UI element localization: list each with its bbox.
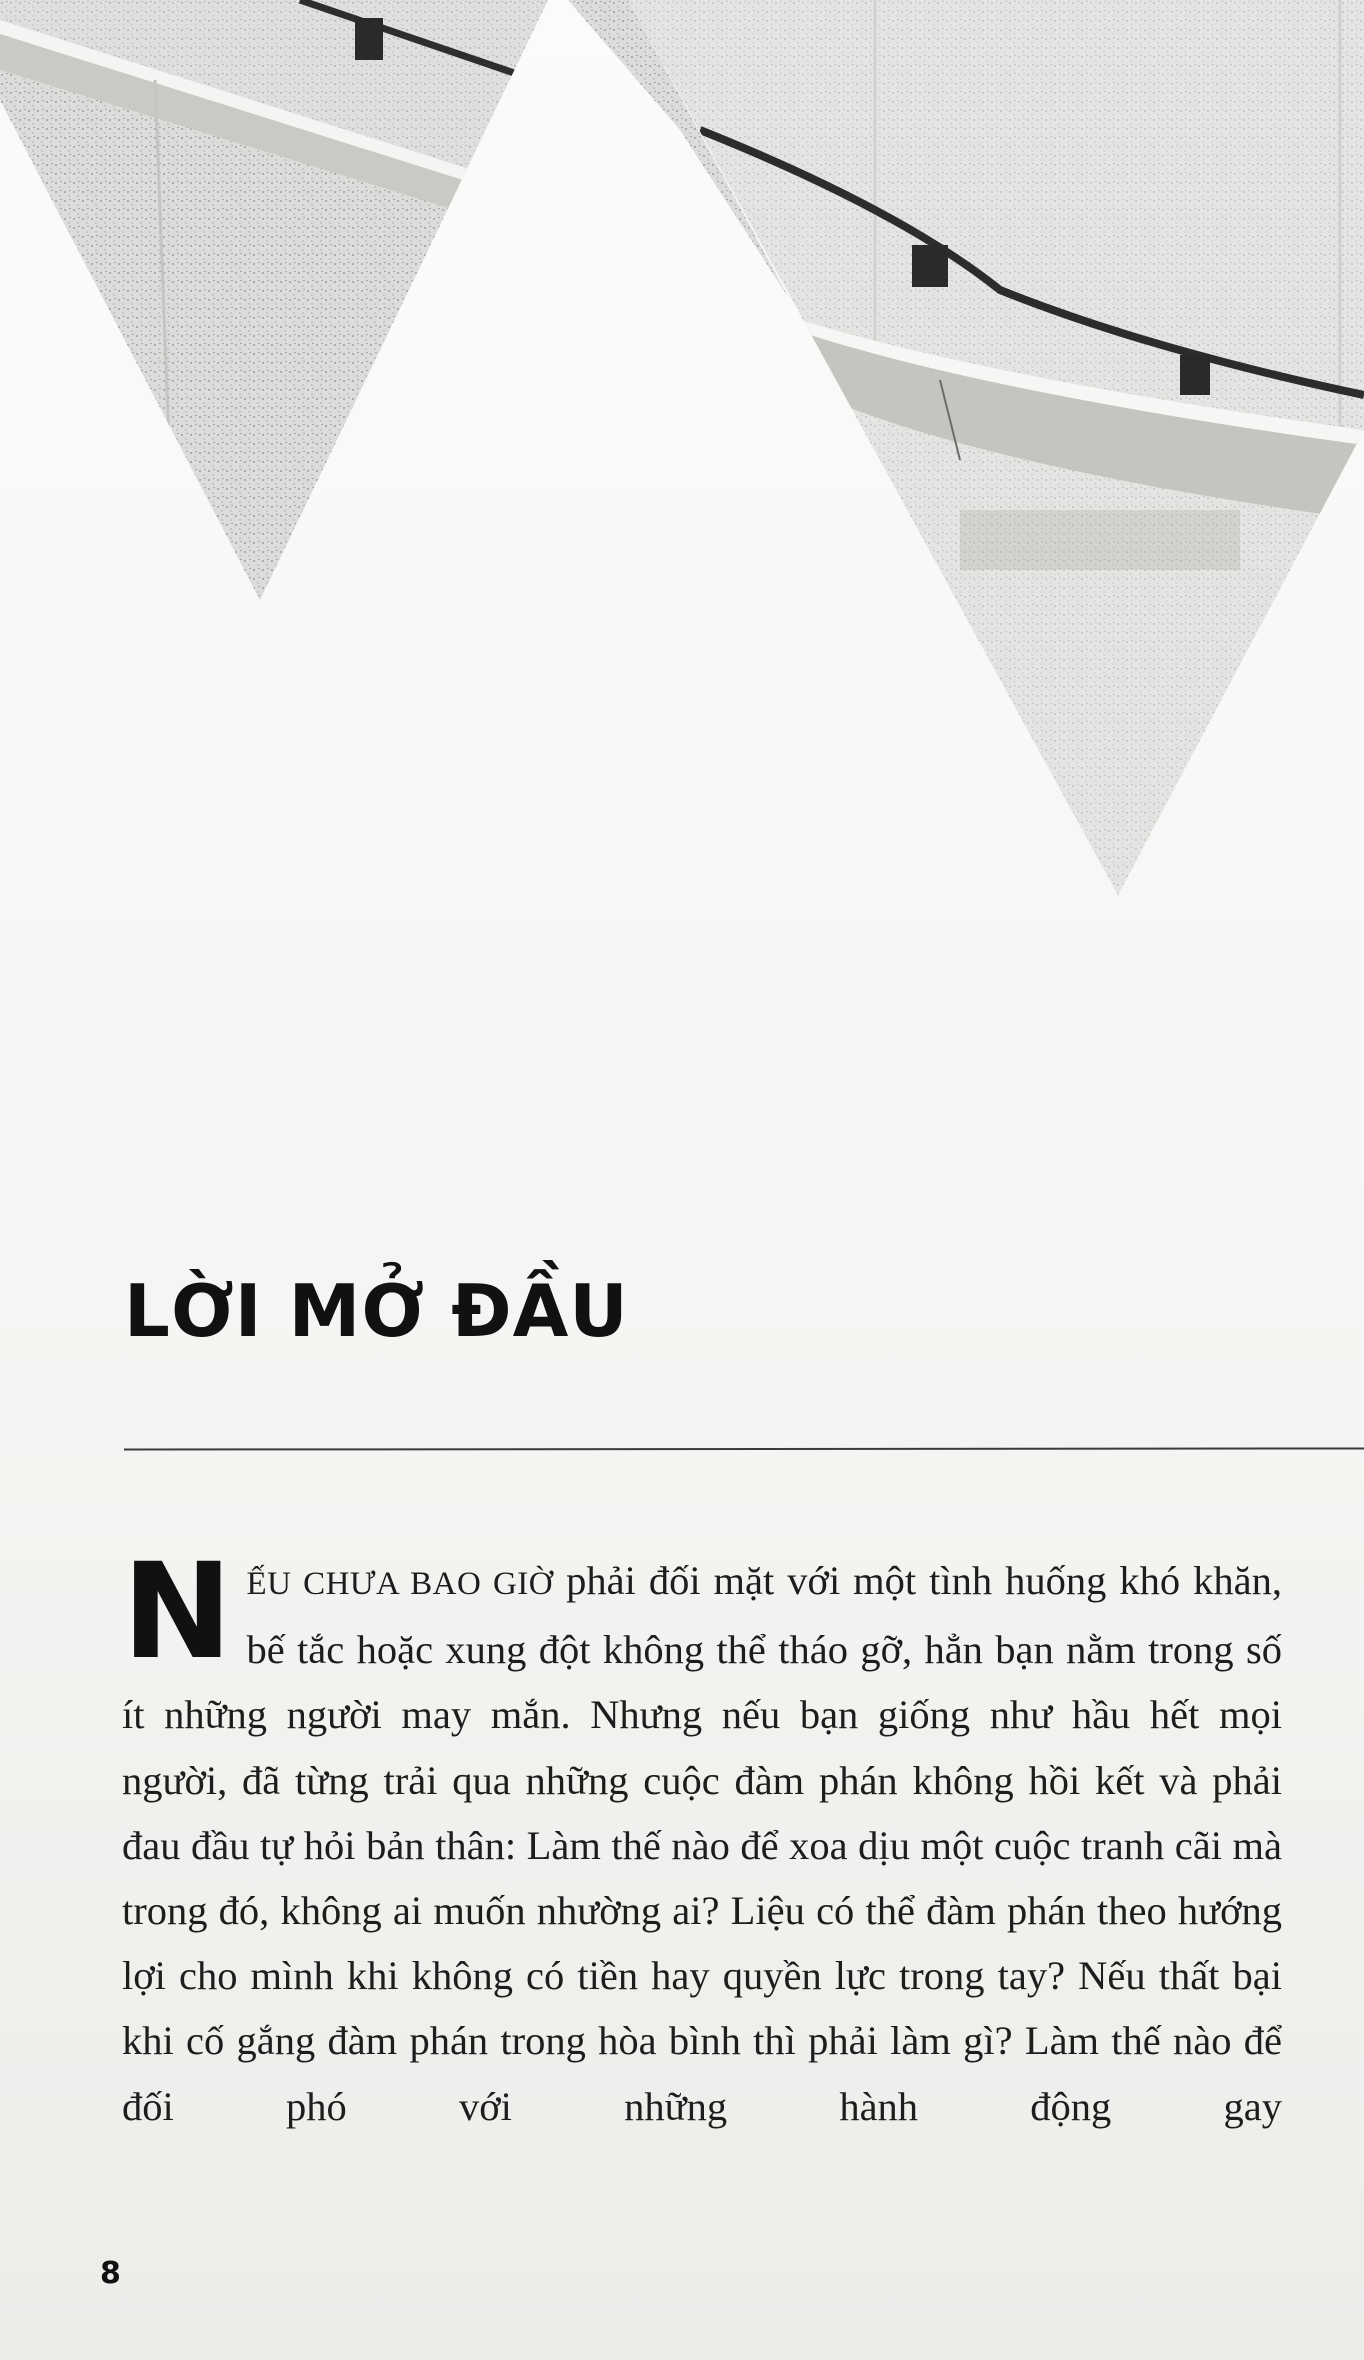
title-divider [124,1447,1364,1450]
staircase-photo-triangles [0,0,1364,900]
page-number: 8 [100,2256,121,2291]
small-caps-lead: ẾU CHƯA BAO GIỜ [246,1566,554,1602]
photo-triangle-left [0,0,600,620]
chapter-title: LỜI MỞ ĐẦU [124,1269,629,1353]
paragraph-text: phải đối mặt với một tình huống khó khăn, bế tắc hoặc xung đột không thể tháo gỡ, hẳn bạn nằm trong số ít những người may mắn. Nhưng nếu bạn giống như hầu hết mọi người, đã từng trải qua những cuộc đàm phán không hồi kết và phải đau đầu tự hỏi bản thân: Làm thế nào để xoa dịu một cuộc tranh cãi mà trong đó, không ai muốn nhường ai? Liệu có thể đàm phán theo hướng lợi cho mình khi không có tiền hay quyền lực trong tay? Nếu thất bại khi cố gắng đàm phán trong hòa bình thì phải làm gì? Làm thế nào để đối phó với những hành động gay [122,1558,1282,2129]
intro-paragraph [122,1535,1282,2139]
photo-triangle-right [620,0,1364,900]
drop-cap: N [122,1535,233,1689]
